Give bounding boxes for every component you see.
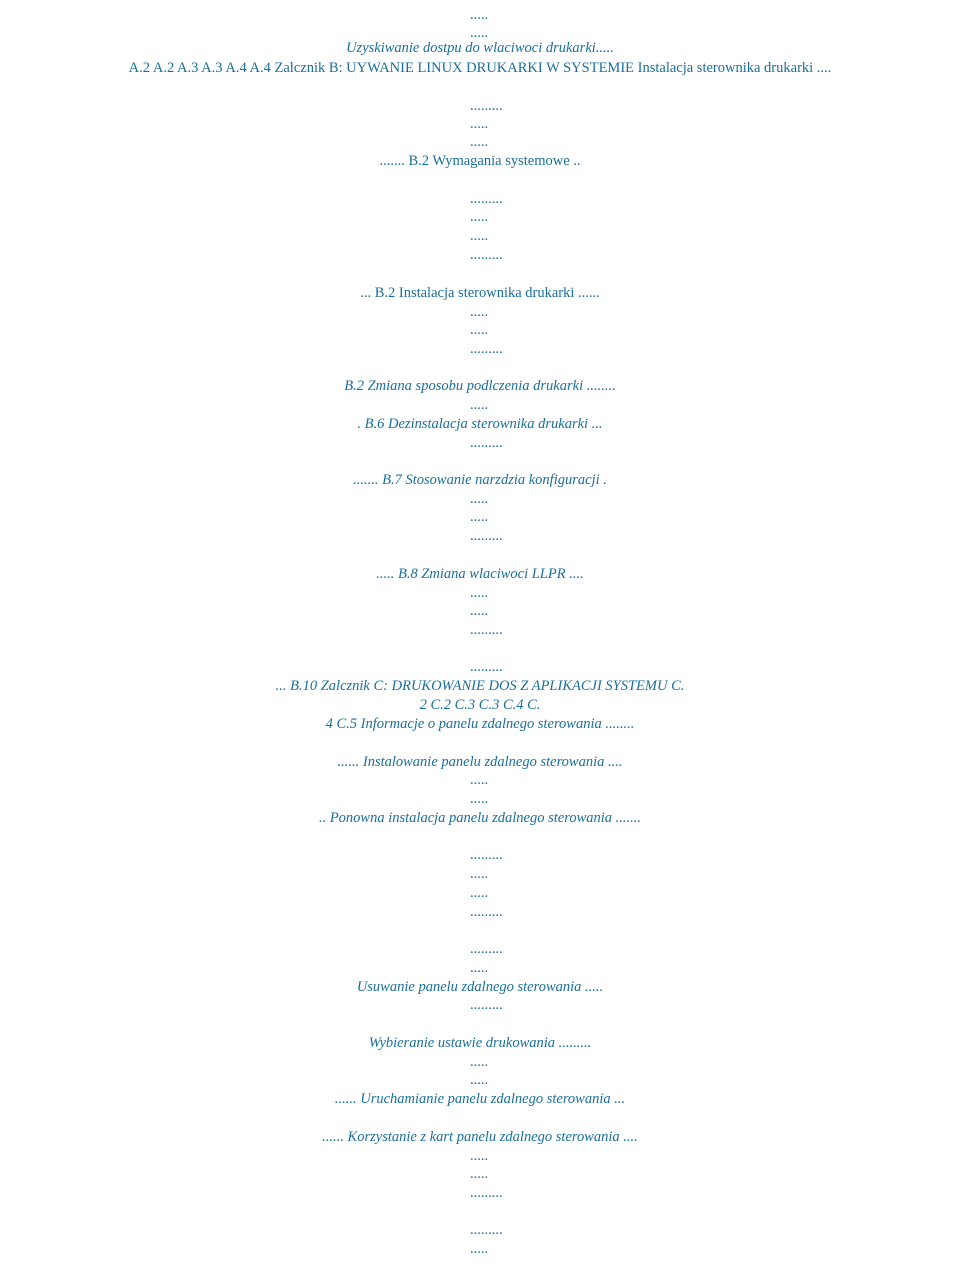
toc-entry: ... B.2 Instalacja sterownika drukarki ...... <box>360 285 600 301</box>
toc-entry: ....... B.7 Stosowanie narzdzia konfiguracji . <box>353 472 607 488</box>
toc-dots: ..... <box>470 791 489 807</box>
toc-entry: B.2 Zmiana sposobu podlczenia drukarki ........ <box>344 378 616 394</box>
toc-entry: .. Ponowna instalacja panelu zdalnego sterowania ....... <box>318 810 642 826</box>
toc-entry: Uzyskiwanie dostpu do wlaciwoci drukarki..... <box>346 40 614 56</box>
toc-dots: ..... <box>470 116 489 132</box>
toc-dots: ..... <box>470 134 489 150</box>
toc-dots: ......... <box>470 341 503 357</box>
toc-dots: ..... <box>470 772 489 788</box>
toc-dots: ..... <box>470 585 489 601</box>
toc-entry: ..... B.8 Zmiana wlaciwoci LLPR .... <box>376 566 584 582</box>
toc-dots: ..... <box>470 509 489 525</box>
toc-dots: ..... <box>470 603 489 619</box>
toc-dots: ..... <box>470 1072 489 1088</box>
toc-dots: ......... <box>470 997 503 1013</box>
toc-entry: ....... B.2 Wymagania systemowe .. <box>379 153 581 169</box>
toc-entry: 2 C.2 C.3 C.3 C.4 C. <box>419 697 541 713</box>
toc-entry: ...... Korzystanie z kart panelu zdalnego sterowania .... <box>322 1129 638 1145</box>
toc-entry: ...... Uruchamianie panelu zdalnego sterowania ... <box>334 1091 626 1107</box>
toc-dots: ......... <box>470 1185 503 1201</box>
toc-entry: ...... Instalowanie panelu zdalnego sterowania .... <box>337 754 623 770</box>
toc-dots: ..... <box>470 7 489 23</box>
toc-dots: ......... <box>470 528 503 544</box>
toc-dots: ......... <box>470 435 503 451</box>
toc-dots: ......... <box>470 941 503 957</box>
toc-dots: ......... <box>470 659 503 675</box>
toc-dots: ..... <box>470 960 489 976</box>
toc-entry: ... B.10 Zalcznik C: DRUKOWANIE DOS Z APLIKACJI SYSTEMU C. <box>275 678 685 694</box>
toc-dots: ..... <box>470 1166 489 1182</box>
toc-entry: . B.6 Dezinstalacja sterownika drukarki ... <box>357 416 603 432</box>
toc-dots: ......... <box>470 904 503 920</box>
toc-dots: ..... <box>470 25 489 41</box>
toc-dots: ......... <box>470 622 503 638</box>
toc-dots: ..... <box>470 491 489 507</box>
toc-entry: Usuwanie panelu zdalnego sterowania ..... <box>356 979 604 995</box>
toc-dots: ..... <box>470 304 489 320</box>
toc-dots: ......... <box>470 191 503 207</box>
toc-dots: ..... <box>470 1148 489 1164</box>
toc-dots: ..... <box>470 866 489 882</box>
toc-dots: ..... <box>470 397 489 413</box>
toc-dots: ......... <box>470 247 503 263</box>
toc-dots: ..... <box>470 209 489 225</box>
toc-entry: Wybieranie ustawie drukowania ......... <box>368 1035 592 1051</box>
toc-dots: ..... <box>470 228 489 244</box>
toc-dots: ..... <box>470 1241 489 1257</box>
toc-dots: ..... <box>470 322 489 338</box>
toc-entry: 4 C.5 Informacje o panelu zdalnego sterowania ........ <box>325 716 635 732</box>
toc-dots: ......... <box>470 847 503 863</box>
toc-dots: ..... <box>470 885 489 901</box>
toc-dots: ......... <box>470 98 503 114</box>
toc-dots: ......... <box>470 1222 503 1238</box>
toc-dots: ..... <box>470 1054 489 1070</box>
toc-entry: A.2 A.2 A.3 A.3 A.4 A.4 Zalcznik B: UYWANIE LINUX DRUKARKI W SYSTEMIE Instalacja sterownika drukarki .... <box>128 60 832 76</box>
